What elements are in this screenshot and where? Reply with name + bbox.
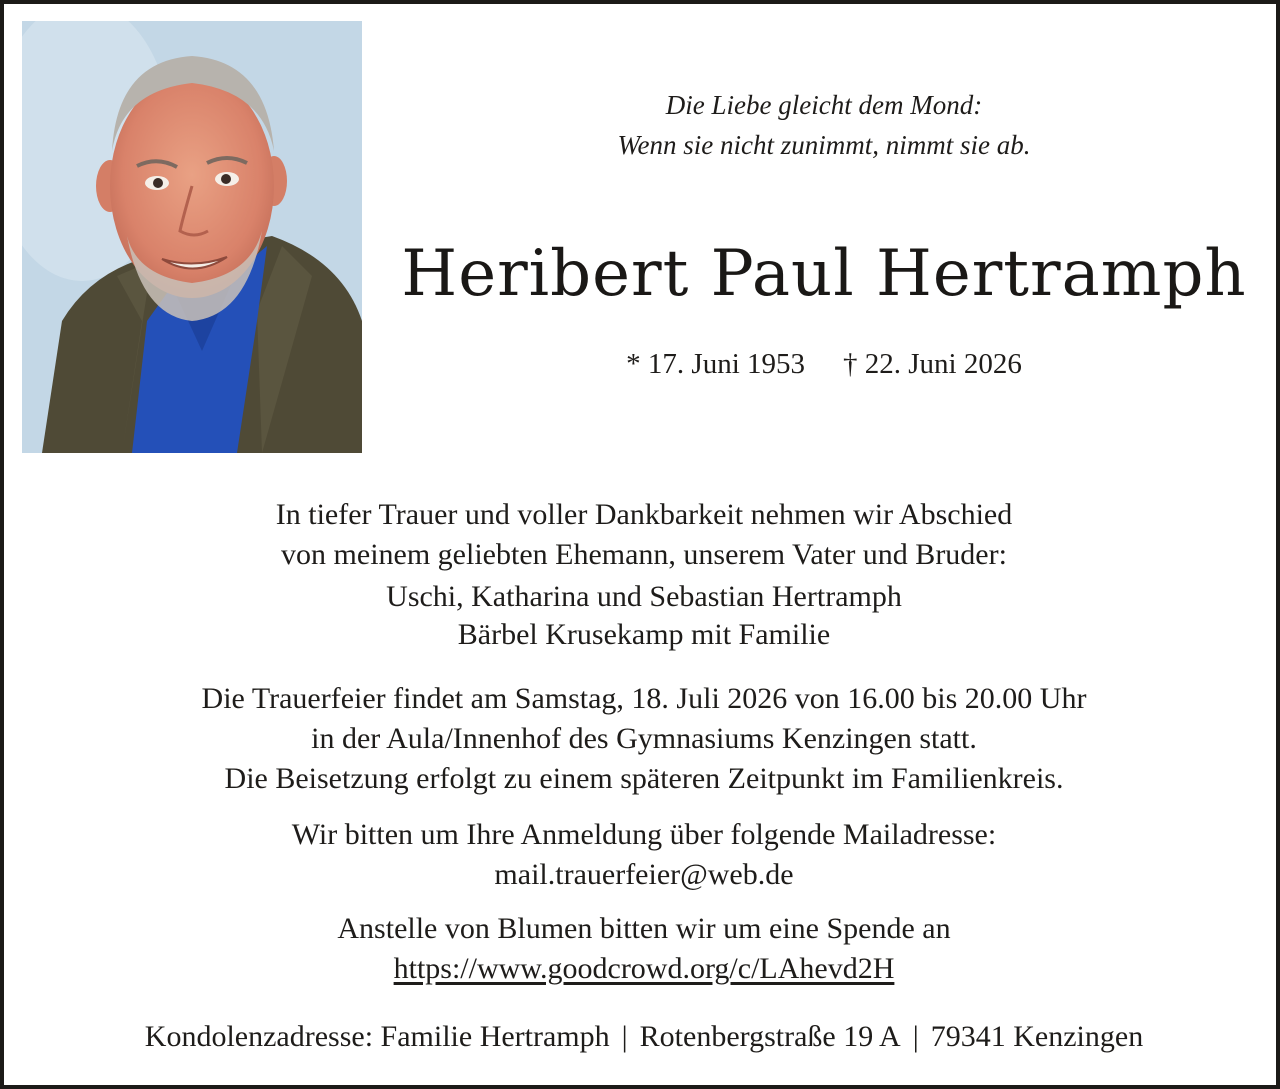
ceremony-line-3: Die Beisetzung erfolgt zu einem späteren Zeitpunkt im Familienkreis. [224, 762, 1064, 795]
donation-line: Anstelle von Blumen bitten wir um eine Spende an [337, 912, 951, 945]
quote-line-2: Wenn sie nicht zunimmt, nimmt sie ab. [617, 130, 1031, 160]
deceased-name: Heribert Paul Hertramph [401, 237, 1247, 311]
donation-link[interactable]: https://www.goodcrowd.org/c/LAhevd2H [393, 952, 895, 985]
donation-link-row [44, 949, 1244, 989]
condolence-city: 79341 Kenzingen [930, 1020, 1144, 1053]
family-line-2: Bärbel Krusekamp mit Familie [457, 618, 831, 651]
condolence-street: Rotenbergstraße 19 A [639, 1020, 901, 1053]
family-line-1: Uschi, Katharina und Sebastian Hertramph [386, 580, 902, 613]
portrait-illustration [22, 21, 362, 453]
registration-email: mail.trauerfeier@web.de [494, 858, 794, 891]
address-separator: | [912, 1020, 919, 1053]
life-dates [404, 344, 1244, 384]
farewell-line-1: In tiefer Trauer und voller Dankbarkeit nehmen wir Abschied [275, 498, 1013, 531]
farewell-line-2: von meinem geliebten Ehemann, unserem Vater und Bruder: [281, 538, 1007, 571]
ceremony-line-2: in der Aula/Innenhof des Gymnasiums Kenzingen statt. [311, 722, 977, 755]
ceremony-line-1: Die Trauerfeier findet am Samstag, 18. Juli 2026 von 16.00 bis 20.00 Uhr [201, 682, 1087, 715]
birth-date: * 17. Juni 1953 [626, 348, 805, 380]
registration-line: Wir bitten um Ihre Anmeldung über folgende Mailadresse: [291, 818, 997, 851]
death-date: † 22. Juni 2026 [843, 348, 1022, 380]
quote-line-1: Die Liebe gleicht dem Mond: [665, 90, 983, 120]
condolence-address [44, 1017, 1244, 1057]
condolence-label: Kondolenzadresse: Familie Hertramph [144, 1020, 610, 1053]
address-separator: | [621, 1020, 628, 1053]
portrait-photo [22, 21, 362, 453]
